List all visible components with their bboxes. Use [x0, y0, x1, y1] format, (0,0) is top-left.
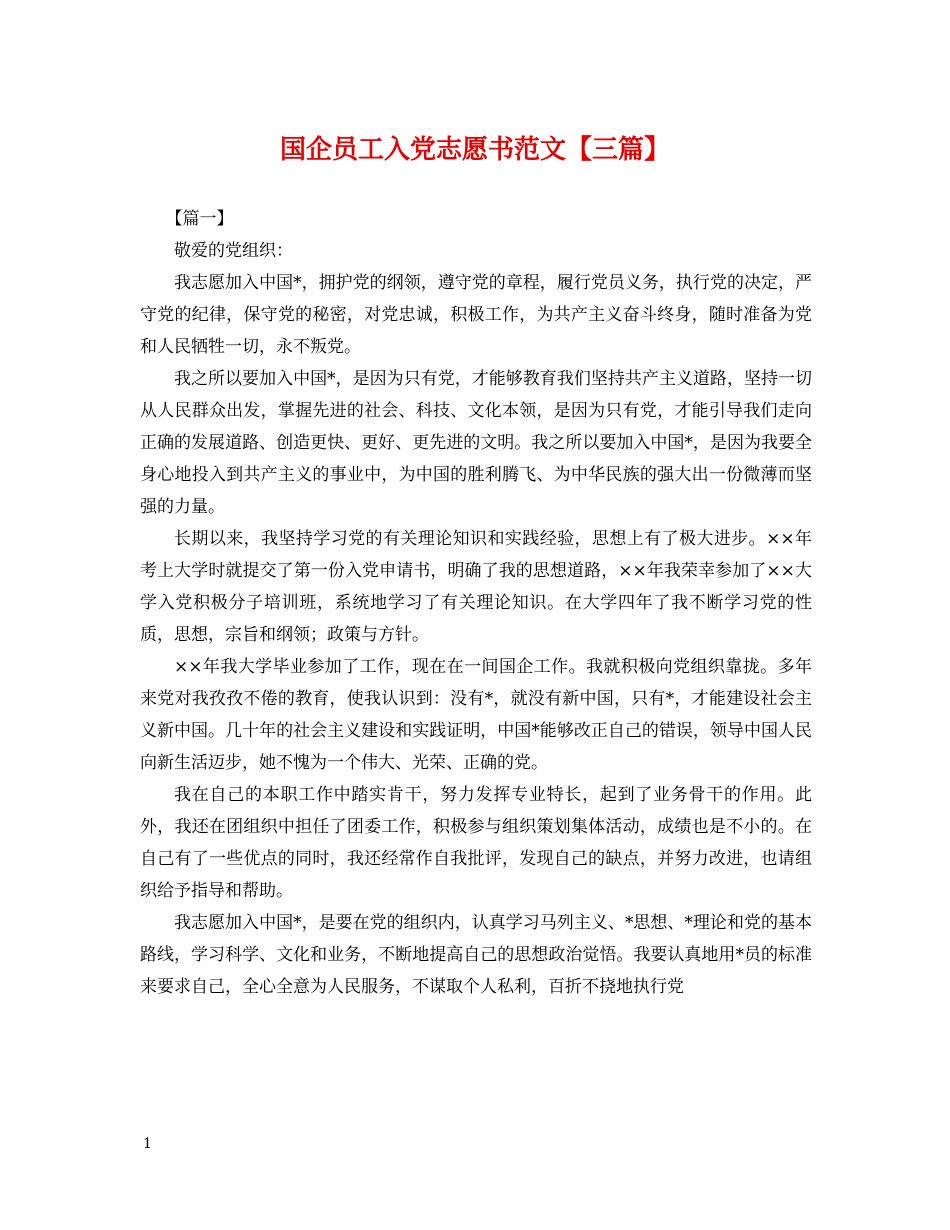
body-paragraph: 我之所以要加入中国*，是因为只有党，才能够教育我们坚持共产主义道路，坚持一切从人民群众出发，掌握先进的社会、科技、文化本领，是因为只有党，才能引导我们走向正确的发展道路、创造更快、更好、更先进的文明。我之所以要加入中国*，是因为我要全身心地投入到共产主义的事业中，为中国的胜利腾飞、为中华民族的强大出一份微薄而坚强的力量。: [140, 369, 812, 517]
body-paragraph: 长期以来，我坚持学习党的有关理论知识和实践经验，思想上有了极大进步。××年考上大学时就提交了第一份入党申请书，明确了我的思想道路，××年我荣幸参加了××大学入党积极分子培训班，系统地学习了有关理论知识。在大学四年了我不断学习党的性质，思想，宗旨和纲领；政策与方针。: [140, 529, 812, 645]
page-number: 1: [143, 1136, 152, 1152]
section-heading: 【篇一】: [165, 209, 234, 229]
document-body: [140, 203, 812, 1003]
document-title: 国企员工入党志愿书范文【三篇】: [279, 135, 670, 165]
salutation: 敬爱的党组织：: [174, 241, 293, 261]
body-paragraph: 我志愿加入中国*，拥护党的纲领，遵守党的章程，履行党员义务，执行党的决定，严守党的纪律，保守党的秘密，对党忠诚，积极工作，为共产主义奋斗终身，随时准备为党和人民牺牲一切，永不叛党。: [140, 273, 812, 357]
body-paragraph: ××年我大学毕业参加了工作，现在在一间国企工作。我就积极向党组织靠拢。多年来党对我孜孜不倦的教育，使我认识到：没有*，就没有新中国，只有*，才能建设社会主义新中国。几十年的社会主义建设和实践证明，中国*能够改正自己的错误，领导中国人民向新生活迈步，她不愧为一个伟大、光荣、正确的党。: [140, 657, 812, 773]
body-paragraph: 我志愿加入中国*，是要在党的组织内，认真学习马列主义、*思想、*理论和党的基本路线，学习科学、文化和业务，不断地提高自己的思想政治觉悟。我要认真地用*员的标准来要求自己，全心全意为人民服务，不谋取个人私利，百折不挠地执行党: [140, 913, 812, 997]
body-paragraph: 我在自己的本职工作中踏实肯干，努力发挥专业特长，起到了业务骨干的作用。此外，我还在团组织中担任了团委工作，积极参与组织策划集体活动，成绩也是不小的。在自己有了一些优点的同时，我还经常作自我批评，发现自己的缺点，并努力改进，也请组织给予指导和帮助。: [140, 785, 812, 901]
